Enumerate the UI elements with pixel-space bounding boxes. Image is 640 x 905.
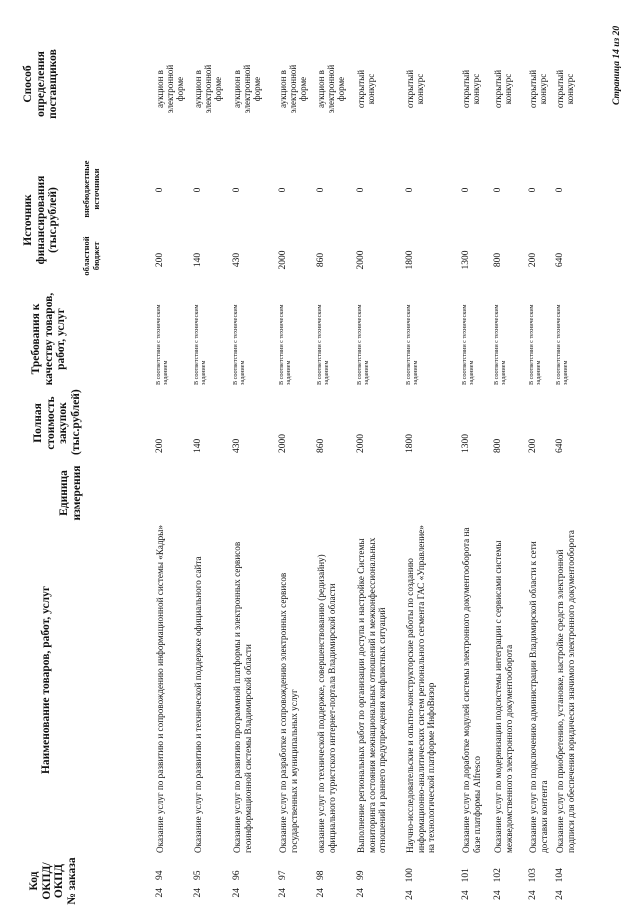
row-regional-budget: 2000 (278, 250, 288, 270)
header-source-extrabudget: внебюджетные источники (81, 160, 101, 218)
row-cost: 800 (493, 438, 503, 453)
row-cost: 640 (555, 438, 565, 453)
header-source: Источник финансирования (тыс.рублей) (22, 175, 59, 265)
header-method: Способ определения поставщиков (22, 49, 59, 119)
row-number: 97 (278, 870, 288, 880)
row-name: Оказание услуг по доработке модулей системы электронного документооборота на базе платформы Alfresco (461, 527, 482, 853)
row-name: Оказание услуг по подключению администрации Владимирской области к сети доставки контента (528, 541, 549, 853)
row-extrabudget: 0 (232, 187, 242, 193)
row-name: Оказание услуг по развитию и технической поддержке официального сайта (193, 556, 203, 853)
row-name: Оказание услуг по разработке и сопровождению электронных сервисов государственных и муниципальных услуг (278, 572, 299, 853)
header-requirements: Требования к качеству товаров, работ, услуг (30, 292, 67, 386)
row-number: 104 (555, 868, 565, 883)
row-extrabudget: 0 (193, 187, 203, 193)
row-regional-budget: 430 (232, 252, 242, 268)
row-method: аукцион в электронной форме (278, 64, 309, 114)
row-name: оказание услуг по технической поддержке, совершенствованию (редизайну) официального туристского интернет-портала Владимирской области (316, 554, 337, 853)
row-requirements: В соответствии с техническим заданием (356, 304, 371, 385)
header-code: Код ОКПД/ ОКПД № заказа (28, 857, 78, 905)
row-extrabudget: 0 (356, 187, 366, 193)
row-cost: 200 (155, 438, 165, 453)
row-name: Выполнение региональных работ по организации доступа и настройке Системы мониторинга состояния межнациональных отношений и межконфессиональных отношений и раннего предупреждения конфликтных ситуаций (356, 537, 388, 853)
row-extrabudget: 0 (493, 187, 503, 193)
header-cost: Полная стоимость закупок (тыс.рублей) (32, 389, 82, 455)
row-method: открытый конкурс (555, 69, 576, 109)
row-okpd: 24 (493, 890, 503, 900)
row-code (316, 863, 327, 905)
row-requirements: В соответствии с техническим заданием (232, 304, 247, 385)
row-okpd: 24 (555, 890, 565, 900)
row-okpd: 24 (461, 890, 471, 900)
row-cost: 200 (528, 438, 538, 453)
row-requirements: В соответствии с техническим заданием (405, 304, 420, 385)
row-code (232, 863, 243, 905)
row-requirements: В соответствии с техническим заданием (155, 304, 170, 385)
row-number: 101 (461, 868, 471, 883)
row-method: аукцион в электронной форме (232, 64, 263, 114)
row-cost: 1800 (405, 434, 415, 453)
row-number: 102 (493, 868, 503, 883)
row-cost: 2000 (356, 434, 366, 453)
header-unit: Единица измерения (58, 465, 83, 521)
row-number: 103 (528, 868, 538, 883)
row-number: 94 (155, 870, 165, 880)
row-requirements: В соответствии с техническим заданием (555, 304, 570, 385)
row-name: Научно-исследовательские и опытно-конструкторские работы по созданию информационно-аналитических систем регионального сегмента ГАС «Управление» на технологической платформе ИнфоВизор (405, 525, 437, 853)
row-code (193, 863, 204, 905)
row-number: 95 (193, 870, 203, 880)
row-regional-budget: 1300 (461, 250, 471, 270)
row-extrabudget: 0 (528, 187, 538, 193)
row-code (356, 863, 367, 905)
row-requirements: В соответствии с техническим заданием (278, 304, 293, 385)
row-requirements: В соответствии с техническим заданием (493, 304, 508, 385)
row-method: открытый конкурс (356, 69, 377, 109)
row-okpd: 24 (278, 888, 288, 898)
row-regional-budget: 640 (555, 252, 565, 268)
row-method: аукцион в электронной форме (155, 64, 186, 114)
row-cost: 430 (232, 438, 242, 453)
row-name: Оказание услуг по развитию и сопровождению информационной системы «Кадры» (155, 525, 165, 853)
row-code (493, 863, 504, 905)
row-okpd: 24 (528, 890, 538, 900)
row-number: 98 (316, 870, 326, 880)
row-extrabudget: 0 (461, 187, 471, 193)
row-regional-budget: 1800 (405, 250, 415, 270)
page-footer: Страница 14 из 20 (612, 25, 622, 105)
header-name: Наименование товаров, работ, услуг (40, 585, 52, 775)
row-method: открытый конкурс (493, 69, 514, 109)
row-method: открытый конкурс (405, 69, 426, 109)
row-okpd: 24 (232, 888, 242, 898)
row-extrabudget: 0 (155, 187, 165, 193)
row-name: Оказание услуг по приобретению, установке, настройке средств электронной подписи для обеспечения юридически значимого электронного документооборота (555, 530, 576, 853)
row-cost: 140 (193, 438, 203, 453)
row-requirements: В соответствии с техническим заданием (528, 304, 543, 385)
row-regional-budget: 800 (493, 252, 503, 268)
row-method: открытый конкурс (461, 69, 482, 109)
row-code (528, 863, 539, 905)
row-okpd: 24 (155, 888, 165, 898)
row-name: Оказание услуг по модернизации подсистемы интеграции с сервисами системы межведомственного электронного документооборота (493, 540, 514, 853)
row-method: открытый конкурс (528, 69, 549, 109)
row-requirements: В соответствии с техническим заданием (461, 304, 476, 385)
header-source-regional: областной бюджет (81, 236, 101, 276)
row-code (555, 863, 566, 905)
row-regional-budget: 200 (155, 252, 165, 268)
row-method: аукцион в электронной форме (316, 64, 347, 114)
row-cost: 1300 (461, 434, 471, 453)
row-code (155, 863, 166, 905)
row-requirements: В соответствии с техническим заданием (193, 304, 208, 385)
row-number: 100 (405, 868, 415, 883)
row-extrabudget: 0 (316, 187, 326, 193)
row-regional-budget: 140 (193, 252, 203, 268)
row-number: 99 (356, 870, 366, 880)
row-okpd: 24 (405, 890, 415, 900)
row-code (461, 863, 472, 905)
row-code (405, 863, 416, 905)
row-extrabudget: 0 (405, 187, 415, 193)
row-extrabudget: 0 (278, 187, 288, 193)
row-okpd: 24 (193, 888, 203, 898)
row-cost: 860 (316, 438, 326, 453)
row-regional-budget: 2000 (356, 250, 366, 270)
row-extrabudget: 0 (555, 187, 565, 193)
row-requirements: В соответствии с техническим заданием (316, 304, 331, 385)
row-name: Оказание услуг по развитию программной платформы и электронных сервисов геоинформационной системы Владимирской области (232, 541, 253, 853)
row-number: 96 (232, 870, 242, 880)
row-regional-budget: 860 (316, 252, 326, 268)
row-code (278, 863, 289, 905)
row-okpd: 24 (356, 888, 366, 898)
row-regional-budget: 200 (528, 252, 538, 268)
row-method: аукцион в электронной форме (193, 64, 224, 114)
row-cost: 2000 (278, 434, 288, 453)
row-okpd: 24 (316, 888, 326, 898)
